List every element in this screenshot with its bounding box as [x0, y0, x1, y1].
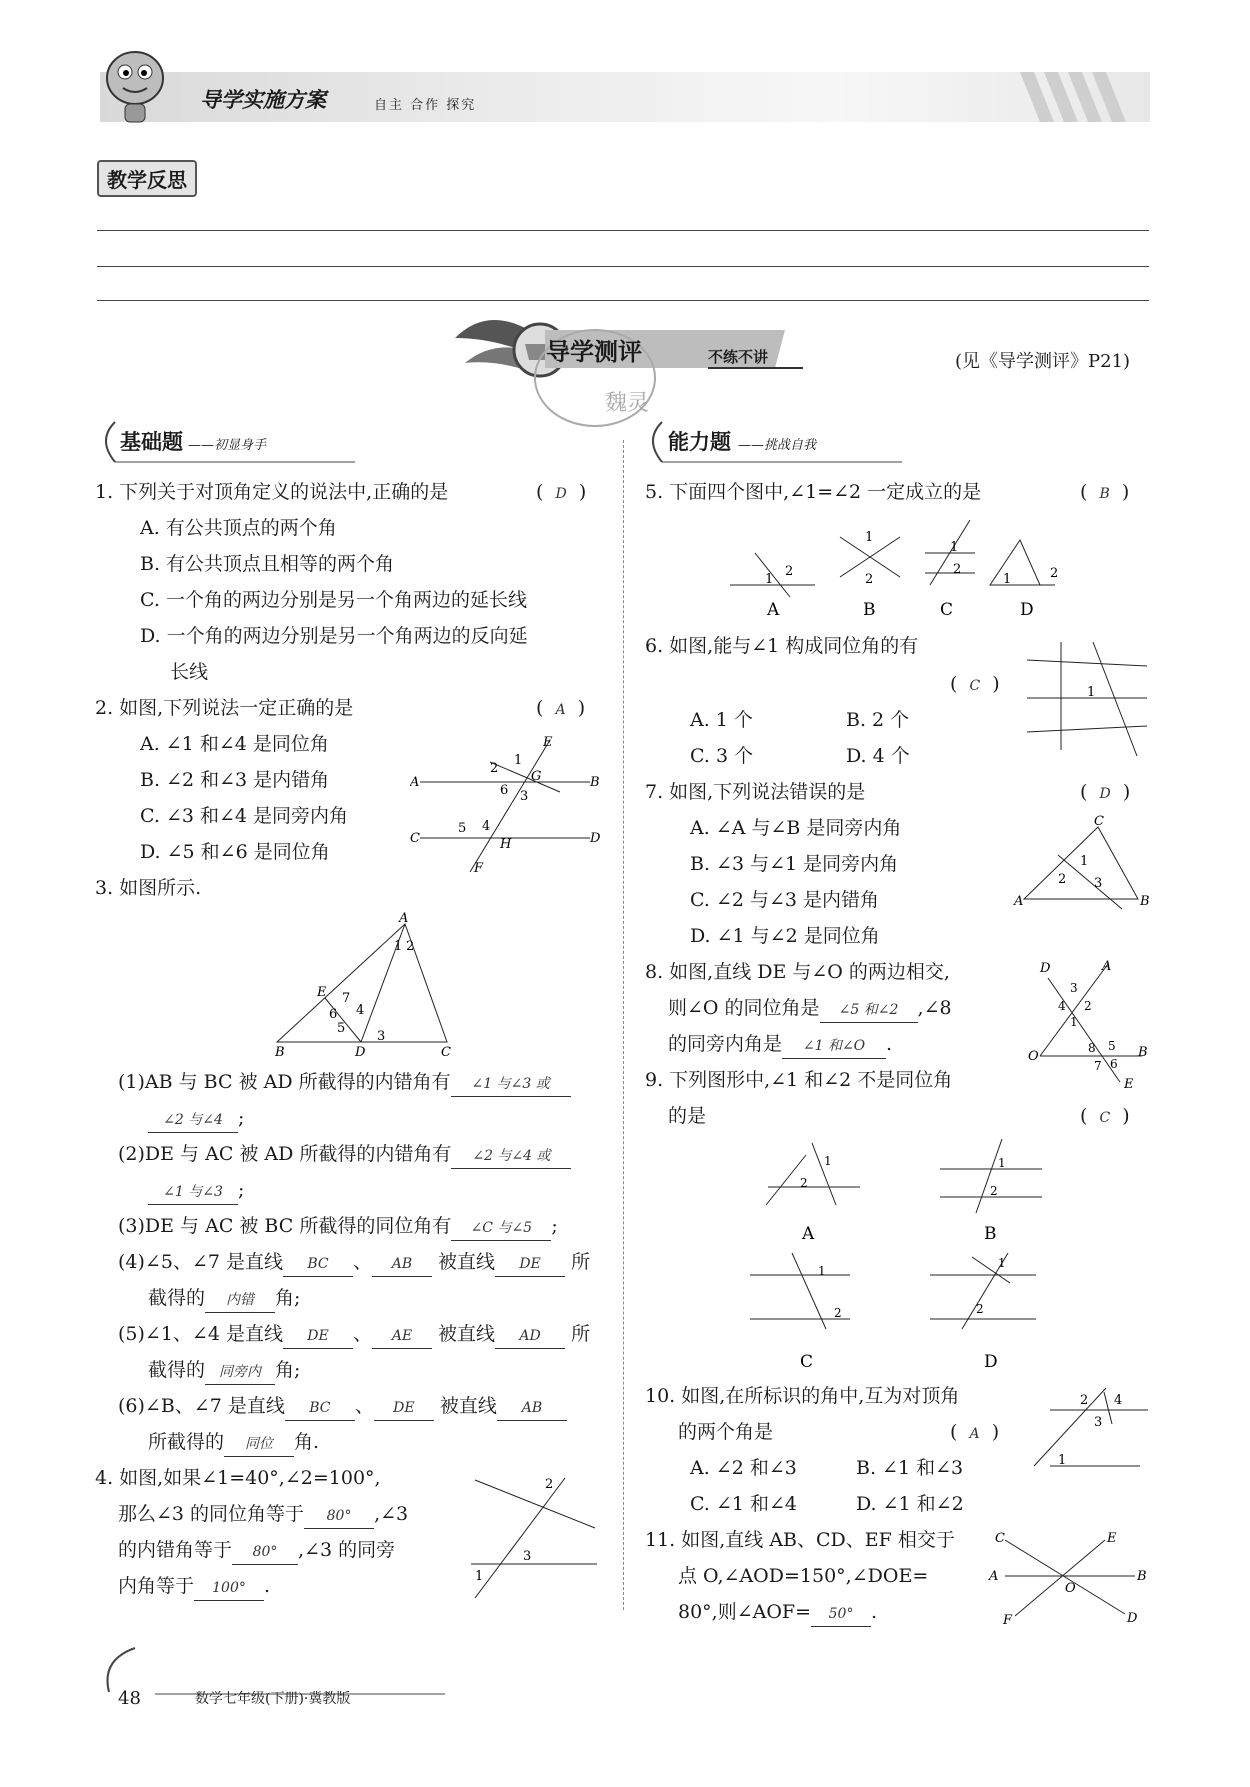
- q11-line2: 点 O,∠AOD=150°,∠DOE=: [678, 1565, 929, 1587]
- svg-text:1: 1: [998, 1256, 1006, 1270]
- q5-label-b: B: [863, 600, 876, 620]
- reflection-line: [97, 230, 1149, 231]
- q5-option-labels: [766, 600, 1034, 620]
- svg-text:B: B: [1137, 1569, 1147, 1584]
- svg-text:A: A: [989, 1569, 999, 1584]
- q6-figure: [1025, 640, 1150, 760]
- q5-label-d: D: [1020, 600, 1034, 620]
- q1-answer: ( D ): [536, 481, 587, 503]
- q2-option-b: B. ∠2 和∠3 是内错角: [140, 769, 330, 791]
- svg-text:2: 2: [990, 1184, 998, 1198]
- q2-figure: [410, 732, 610, 882]
- svg-text:E: E: [543, 735, 553, 750]
- svg-text:1: 1: [475, 1569, 484, 1584]
- q8-line3: 的同旁内角是 ∠1 和∠O .: [668, 1032, 892, 1059]
- q9-figures: [740, 1135, 1050, 1375]
- reflection-line: [97, 300, 1149, 301]
- svg-text:1: 1: [765, 572, 774, 587]
- svg-text:8: 8: [1088, 1041, 1096, 1055]
- svg-text:B: B: [1138, 1045, 1148, 1060]
- svg-text:O: O: [1065, 1581, 1076, 1596]
- q9-label-c: C: [800, 1352, 814, 1372]
- header-subtitle: 自主 合作 探究: [374, 98, 477, 113]
- svg-text:5: 5: [1108, 1039, 1116, 1053]
- footer-book-title: 数学七年级(下册)·冀教版: [195, 1691, 351, 1707]
- q7-option-a: A. ∠A 与∠B 是同旁内角: [690, 817, 902, 839]
- ability-section-title: 能力题: [668, 430, 731, 454]
- svg-text:C: C: [1094, 815, 1104, 829]
- q2-stem: 2. 如图,下列说法一定正确的是: [95, 697, 354, 719]
- q10-figure: [1030, 1384, 1150, 1474]
- q5-stem: 5. 下面四个图中,∠1=∠2 一定成立的是: [645, 481, 982, 503]
- reflection-line: [97, 266, 1149, 267]
- q3-part5-cont: 截得的 同旁内 角;: [148, 1358, 300, 1385]
- q11-line1: 11. 如图,直线 AB、CD、EF 相交于: [645, 1529, 955, 1551]
- svg-text:1: 1: [1080, 854, 1089, 869]
- svg-text:3: 3: [377, 1029, 386, 1044]
- svg-text:1: 1: [1087, 685, 1096, 700]
- svg-text:A: A: [1102, 959, 1112, 974]
- q5-label-a: A: [767, 600, 780, 620]
- svg-text:2: 2: [406, 939, 415, 954]
- q6-option-c: C. 3 个: [690, 745, 754, 767]
- reflection-tag: 教学反思: [97, 160, 197, 197]
- q3-part2: (2)DE 与 AC 被 AD 所截得的内错角有 ∠2 与∠4 或: [118, 1142, 571, 1169]
- q9-line2: 的是: [668, 1105, 707, 1127]
- q3-figure: [265, 910, 465, 1060]
- q9-answer: ( C ): [1080, 1105, 1130, 1127]
- svg-text:E: E: [317, 985, 327, 1000]
- q3-part4: (4)∠5、∠7 是直线 BC 、 AB 被直线 DE 所: [118, 1250, 590, 1277]
- svg-text:4: 4: [356, 1003, 365, 1018]
- svg-text:2: 2: [785, 564, 794, 579]
- q2-option-d: D. ∠5 和∠6 是同位角: [140, 841, 330, 863]
- q7-option-c: C. ∠2 与∠3 是内错角: [690, 889, 880, 911]
- svg-text:7: 7: [342, 991, 351, 1006]
- header-stripes: [1000, 72, 1150, 122]
- q5-label-c: C: [940, 600, 954, 620]
- svg-text:5: 5: [458, 821, 467, 836]
- q9-label-a: A: [802, 1224, 815, 1244]
- q10-answer: ( A ): [950, 1421, 1000, 1443]
- q9-label-d: D: [984, 1352, 998, 1372]
- q8-figure: [1020, 958, 1150, 1090]
- q6-answer: ( C ): [950, 673, 1000, 695]
- svg-text:7: 7: [1094, 1059, 1102, 1073]
- svg-text:E: E: [1107, 1531, 1117, 1546]
- q3-part6-cont: 所截得的 同位 角.: [148, 1430, 319, 1457]
- svg-text:3: 3: [1094, 876, 1103, 891]
- svg-text:3: 3: [523, 1549, 532, 1564]
- q10-line1: 10. 如图,在所标识的角中,互为对顶角: [645, 1385, 960, 1407]
- q1-option-a: A. 有公共顶点的两个角: [140, 517, 337, 539]
- svg-text:魏灵: 魏灵: [605, 391, 650, 416]
- q7-figure: [1010, 815, 1150, 915]
- q1-option-b: B. 有公共顶点且相等的两个角: [140, 553, 395, 575]
- q1-option-d: D. 一个角的两边分别是另一个角两边的反向延: [140, 625, 528, 647]
- svg-text:1: 1: [1070, 1015, 1078, 1029]
- svg-text:F: F: [1003, 1613, 1013, 1628]
- q5-figures: [725, 515, 1070, 620]
- q1-stem: 1. 下列关于对顶角定义的说法中,正确的是: [95, 481, 449, 503]
- svg-text:C: C: [995, 1531, 1005, 1546]
- q7-stem: 7. 如图,下列说法错误的是: [645, 781, 866, 803]
- svg-text:E: E: [1124, 1077, 1134, 1090]
- svg-text:4: 4: [1058, 999, 1066, 1013]
- svg-text:1: 1: [1003, 572, 1012, 587]
- q1-option-d-cont: 长线: [170, 661, 209, 683]
- q9-line1: 9. 下列图形中,∠1 和∠2 不是同位角: [645, 1069, 953, 1091]
- q6-stem: 6. 如图,能与∠1 构成同位角的有: [645, 635, 919, 657]
- svg-text:B: B: [1140, 894, 1150, 909]
- svg-text:H: H: [500, 837, 512, 852]
- column-divider: [623, 440, 624, 1610]
- banner-title: 导学测评: [546, 338, 642, 366]
- svg-text:1: 1: [394, 939, 403, 954]
- banner-subtitle: 不练不讲: [708, 346, 803, 369]
- q4-line1: 4. 如图,如果∠1=40°,∠2=100°,: [95, 1467, 381, 1489]
- svg-text:G: G: [531, 769, 542, 784]
- svg-text:2: 2: [1050, 566, 1059, 581]
- svg-text:4: 4: [1114, 1393, 1123, 1408]
- svg-text:3: 3: [1094, 1415, 1103, 1430]
- svg-text:2: 2: [490, 761, 499, 776]
- q2-option-c: C. ∠3 和∠4 是同旁内角: [140, 805, 349, 827]
- mascot-icon: [95, 40, 175, 130]
- svg-text:1: 1: [824, 1154, 832, 1168]
- svg-text:2: 2: [976, 1302, 984, 1316]
- q5-answer: ( B ): [1080, 481, 1130, 503]
- q4-figure: [455, 1468, 615, 1598]
- svg-text:1: 1: [998, 1156, 1006, 1170]
- q11-line3: 80°,则∠AOF= 50° .: [678, 1600, 877, 1627]
- svg-text:1: 1: [865, 530, 874, 545]
- q6-option-d: D. 4 个: [846, 745, 910, 767]
- svg-text:4: 4: [482, 819, 491, 834]
- ability-section-subtitle: ——挑战自我: [738, 438, 817, 453]
- svg-text:B: B: [590, 775, 600, 790]
- q4-line3: 的内错角等于 80° ,∠3 的同旁: [118, 1538, 395, 1565]
- svg-text:O: O: [1028, 1049, 1039, 1064]
- q3-part2-cont: ∠1 与∠3 ;: [148, 1178, 244, 1205]
- q4-line2: 那么∠3 的同位角等于 80° ,∠3: [118, 1502, 408, 1529]
- q3-part1-cont: ∠2 与∠4 ;: [148, 1106, 244, 1133]
- q4-line4: 内角等于 100° .: [118, 1574, 270, 1601]
- svg-text:6: 6: [500, 783, 509, 798]
- q10-option-c: C. ∠1 和∠4: [690, 1493, 797, 1515]
- basic-section-subtitle: ——初显身手: [188, 438, 267, 453]
- q10-option-a: A. ∠2 和∠3: [690, 1457, 797, 1479]
- q8-line2: 则∠O 的同位角是 ∠5 和∠2 ,∠8: [668, 996, 952, 1023]
- svg-text:6: 6: [1110, 1057, 1118, 1071]
- q10-option-b: B. ∠1 和∠3: [856, 1457, 964, 1479]
- q6-option-b: B. 2 个: [846, 709, 910, 731]
- basic-section-title: 基础题: [120, 430, 183, 454]
- svg-text:2: 2: [1080, 1393, 1089, 1408]
- q7-option-b: B. ∠3 与∠1 是同旁内角: [690, 853, 899, 875]
- q11-figure: [985, 1528, 1150, 1628]
- q1-option-c: C. 一个角的两边分别是另一个角两边的延长线: [140, 589, 527, 611]
- svg-text:6: 6: [329, 1007, 338, 1022]
- q3-part4-cont: 截得的 内错 角;: [148, 1286, 300, 1313]
- svg-text:3: 3: [1070, 981, 1078, 995]
- q3-part5: (5)∠1、∠4 是直线 DE 、 AE 被直线 AD 所: [118, 1322, 590, 1349]
- svg-text:D: D: [355, 1045, 366, 1060]
- svg-text:2: 2: [545, 1477, 554, 1492]
- q6-option-a: A. 1 个: [690, 709, 753, 731]
- svg-text:D: D: [1040, 961, 1051, 976]
- svg-text:2: 2: [1084, 999, 1092, 1013]
- q3-part1: (1)AB 与 BC 被 AD 所截得的内错角有 ∠1 与∠3 或: [118, 1070, 571, 1097]
- q3-part3: (3)DE 与 AC 被 BC 所截得的同位角有 ∠C 与∠5 ;: [118, 1214, 558, 1241]
- header-title: 导学实施方案: [200, 88, 326, 112]
- svg-text:C: C: [410, 831, 420, 846]
- svg-text:1: 1: [1058, 1453, 1067, 1468]
- q2-option-a: A. ∠1 和∠4 是同位角: [140, 733, 329, 755]
- q2-answer: ( A ): [536, 697, 586, 719]
- svg-text:A: A: [399, 911, 409, 926]
- svg-text:1: 1: [818, 1264, 826, 1278]
- svg-text:2: 2: [1058, 872, 1067, 887]
- page-number: 48: [118, 1688, 141, 1709]
- svg-text:1: 1: [514, 753, 523, 768]
- svg-text:5: 5: [337, 1021, 346, 1036]
- q8-line1: 8. 如图,直线 DE 与∠O 的两边相交,: [645, 961, 950, 983]
- svg-text:F: F: [474, 861, 484, 876]
- svg-text:2: 2: [865, 572, 874, 587]
- q10-option-d: D. ∠1 和∠2: [856, 1493, 964, 1515]
- svg-text:B: B: [275, 1045, 285, 1060]
- q10-line2: 的两个角是: [678, 1421, 774, 1443]
- svg-text:D: D: [590, 831, 601, 846]
- svg-text:2: 2: [800, 1176, 808, 1190]
- q7-answer: ( D ): [1080, 781, 1131, 803]
- svg-text:3: 3: [520, 789, 529, 804]
- svg-text:A: A: [410, 775, 420, 790]
- banner-reference: (见《导学测评》P21): [955, 351, 1131, 372]
- q9-option-labels: [800, 1224, 998, 1372]
- q3-stem: 3. 如图所示.: [95, 877, 202, 899]
- q3-part6: (6)∠B、∠7 是直线 BC 、 DE 被直线 AB: [118, 1394, 567, 1421]
- q7-option-d: D. ∠1 与∠2 是同位角: [690, 925, 880, 947]
- svg-text:1: 1: [950, 540, 959, 555]
- svg-text:D: D: [1127, 1611, 1138, 1626]
- q9-label-b: B: [984, 1224, 997, 1244]
- svg-text:C: C: [441, 1045, 451, 1060]
- svg-text:2: 2: [953, 562, 962, 577]
- svg-text:2: 2: [834, 1306, 842, 1320]
- svg-text:A: A: [1014, 894, 1024, 909]
